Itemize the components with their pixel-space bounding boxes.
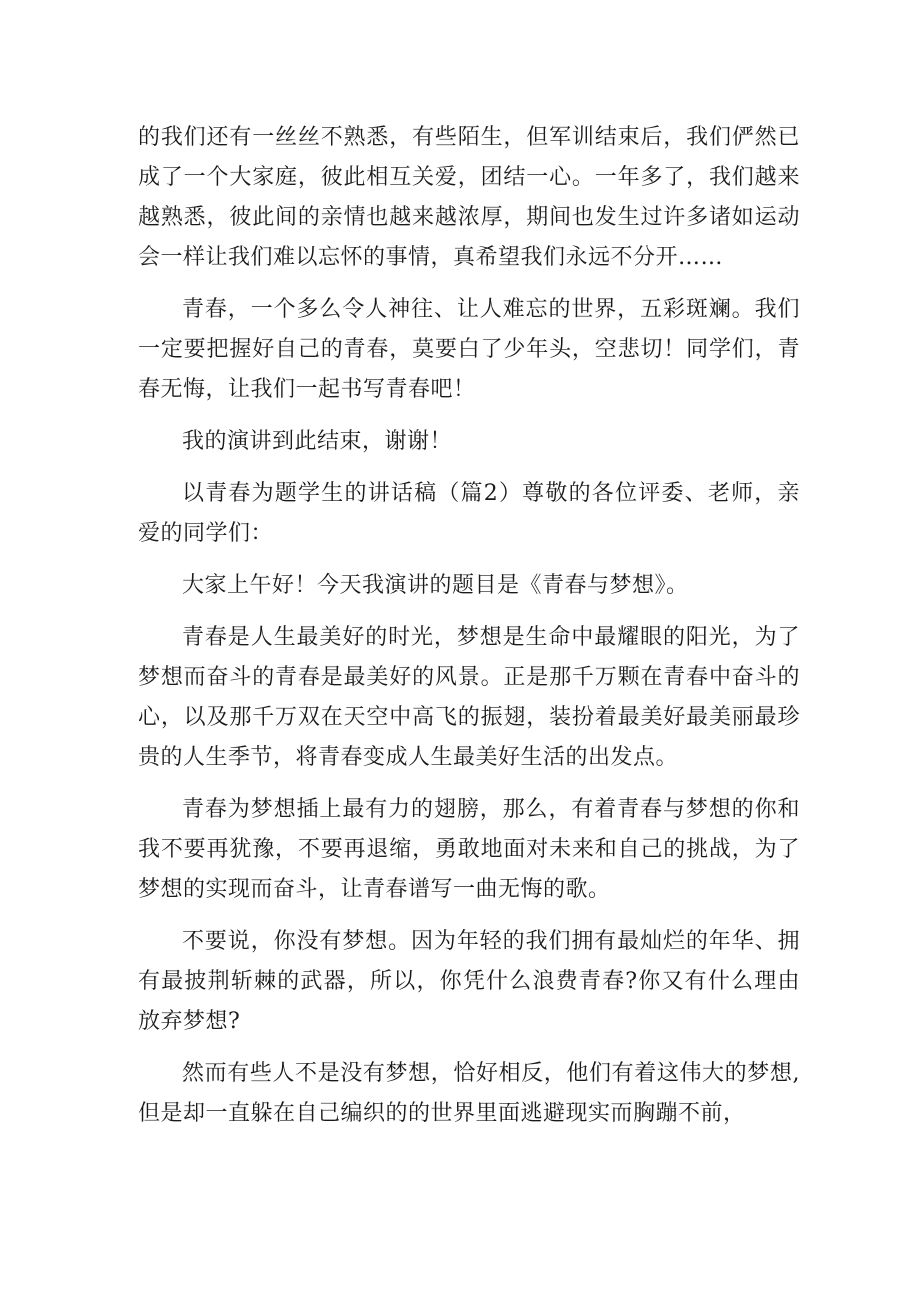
paragraph-7: 青春为梦想插上最有力的翅膀，那么，有着青春与梦想的你和我不要再犹豫，不要再退缩，勇敢地面对未来和自己的挑战，为了梦想的实现而奋斗，让青春谱写一曲无悔的歌。 <box>138 797 800 902</box>
paragraph-5: 大家上午好！今天我演讲的题目是《青春与梦想》。 <box>182 573 689 598</box>
paragraph-4: 以青春为题学生的讲话稿（篇2）尊敬的各位评委、老师，亲爱的同学们： <box>138 481 800 546</box>
paragraph-8: 不要说，你没有梦想。因为年轻的我们拥有最灿烂的年华、拥有最披荆斩棘的武器，所以，你凭什么浪费青春?你又有什么理由放弃梦想? <box>138 929 800 1034</box>
document-body <box>138 118 800 1146</box>
paragraph-3: 我的演讲到此结束，谢谢！ <box>182 429 453 454</box>
paragraph-9: 然而有些人不是没有梦想，恰好相反，他们有着这伟大的梦想,但是却一直躲在自己编织的的世界里面逃避现实而胸蹦不前， <box>138 1061 800 1126</box>
paragraph-1: 的我们还有一丝丝不熟悉，有些陌生，但军训结束后，我们俨然已成了一个大家庭，彼此相互关爱，团结一心。一年多了，我们越来越熟悉，彼此间的亲情也越来越浓厚，期间也发生过许多诸如运动会一样让我们难以忘怀的事情，真希望我们永远不分开…… <box>138 125 800 270</box>
paragraph-6: 青春是人生最美好的时光，梦想是生命中最耀眼的阳光，为了梦想而奋斗的青春是最美好的风景。正是那千万颗在青春中奋斗的心，以及那千万双在天空中高飞的振翅，装扮着最美好最美丽最珍贵的人生季节，将青春变成人生最美好生活的出发点。 <box>138 625 800 770</box>
paragraph-2: 青春，一个多么令人神往、让人难忘的世界，五彩斑斓。我们一定要把握好自己的青春，莫要白了少年头，空悲切！同学们，青春无悔，让我们一起书写青春吧！ <box>138 297 800 402</box>
